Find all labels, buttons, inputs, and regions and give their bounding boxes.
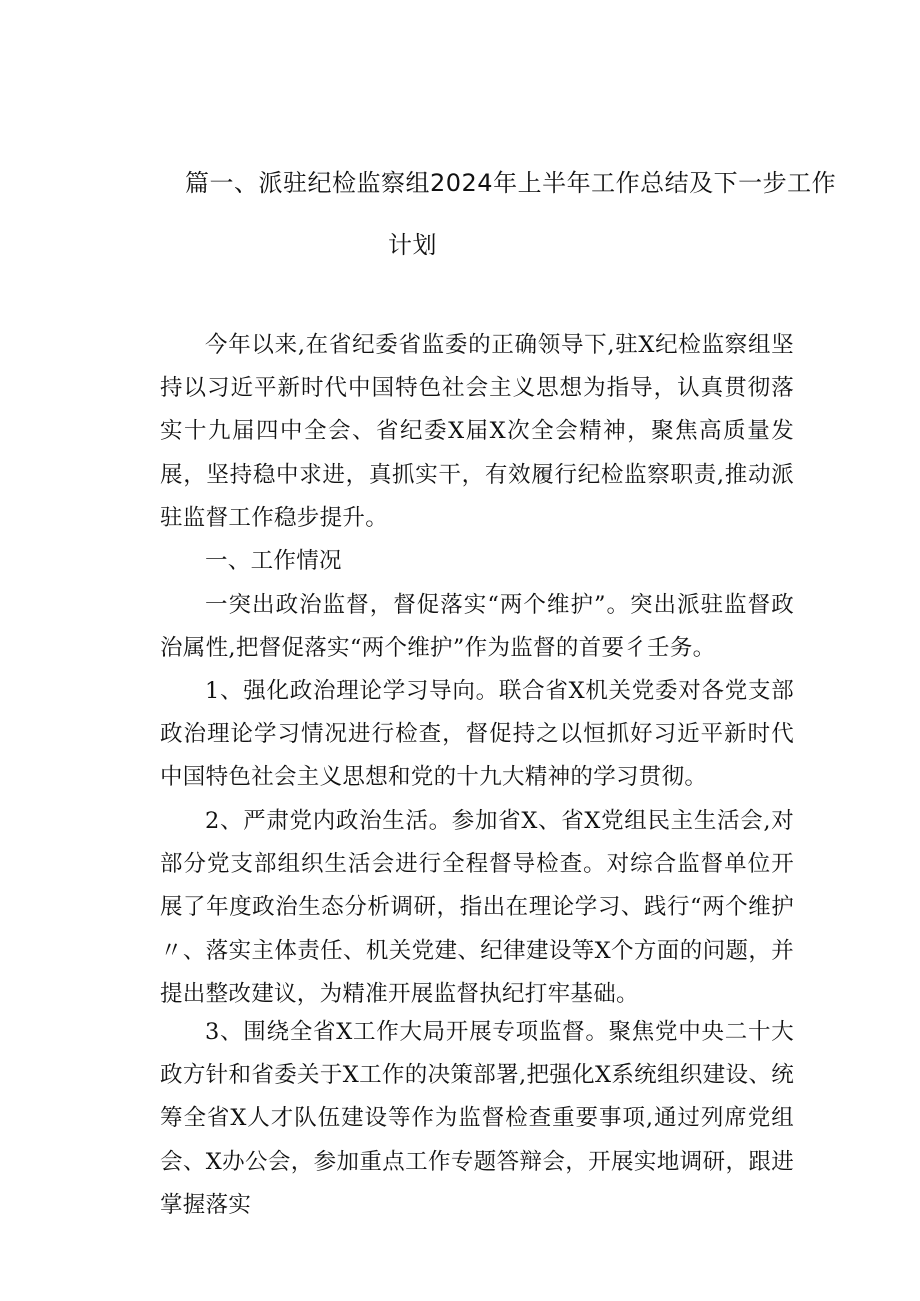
paragraph-item-3: 3、围绕全省X工作大局开展专项监督。聚焦党中央二十大政方针和省委关于X工作的决策部署,把强化X系统组织建设、统筹全省X人才队伍建设等作为监督检查重要事项,通过列席党组会、X办公会，参加重点工作专题答辩会，开展实地调研，跟进掌握落实 [160,1019,794,1218]
paragraph-intro: 今年以来,在省纪委省监委的正确领导下,驻X纪检监察组坚持以习近平新时代中国特色社会主义思想为指导，认真贯彻落实十九届四中全会、省纪委X届X次全会精神，聚焦高质量发展，坚持稳中求进，真抓实干，有效履行纪检监察职责,推动派驻监督工作稳步提升。 [160,332,794,531]
paragraph-item-2: 2、严肃党内政治生活。参加省X、省X党组民主生活会,对部分党支部组织生活会进行全程督导检查。对综合监督单位开展了年度政治生态分析调研，指出在理论学习、践行“两个维护〃、落实主体责任、机关党建、纪律建设等X个方面的问题，并提出整改建议，为精准开展监督执纪打牢基础。 [160,808,794,1007]
section-heading: 一、工作情况 [205,548,342,574]
document-title-line-1: 篇一、派驻纪检监察组2024年上半年工作总结及下一步工作 [185,169,837,197]
document-title-line-2: 计划 [388,231,437,259]
paragraph-political-supervision: 一突出政治监督，督促落实“两个维护”。突出派驻监督政治属性,把督促落实“两个维护”作为监督的首要彳壬务。 [160,592,794,662]
paragraph-item-1: 1、强化政治理论学习导向。联合省X机关党委对各党支部政治理论学习情况进行检查，督促持之以恒抓好习近平新时代中国特色社会主义思想和党的十九大精神的学习贯彻。 [160,678,794,791]
